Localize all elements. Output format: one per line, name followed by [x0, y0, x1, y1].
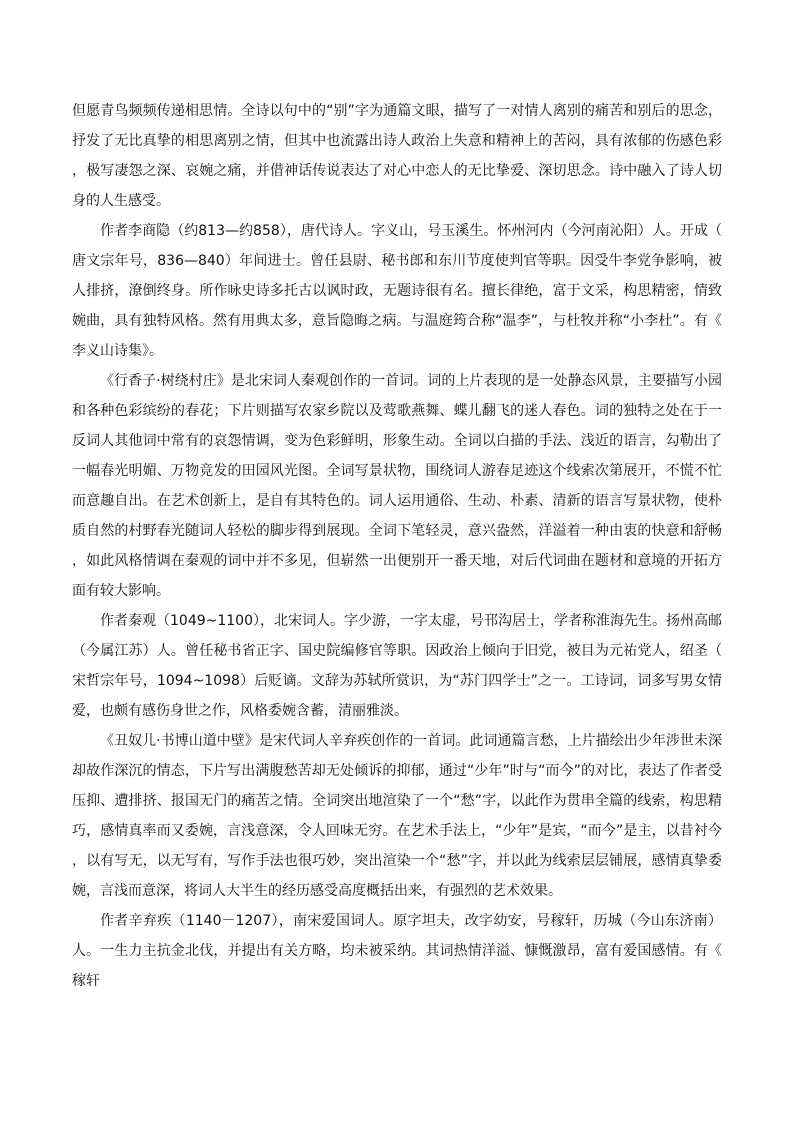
document-page	[72, 96, 722, 996]
paragraph-xin-qiji-bio: 作者辛弃疾（1140－1207），南宋爱国词人。原字坦夫，改字幼安，号稼轩，历城（今山东济南）人。一生力主抗金北伐，并提出有关方略，均未被采纳。其词热情洋溢、慷慨激昂，富有爱国感情。有《稼轩	[72, 913, 722, 989]
paragraph-qin-guan-bio: 作者秦观（1049~1100），北宋词人。字少游，一字太虚，号邗沟居士，学者称淮海先生。扬州高邮（今属江苏）人。曾任秘书省正字、国史院编修官等职。因政治上倾向于旧党，被目为元祐党人，绍圣（宋哲宗年号，1094~1098）后贬谪。文辞为苏轼所赏识，为“苏门四学士”之一。工诗词，词多写男女情爱，也颇有感伤身世之作，风格委婉含蓄，清丽雅淡。	[72, 613, 722, 719]
paragraph-qin-guan-poem: 《行香子·树绕村庄》是北宋词人秦观创作的一首词。词的上片表现的是一处静态风景，主要描写小园和各种色彩缤纷的春花；下片则描写农家乡院以及莺歌燕舞、蝶儿翻飞的迷人春色。词的独特之处在于一反词人其他词中常有的哀怨情调，变为色彩鲜明，形象生动。全词以白描的手法、浅近的语言，勾勒出了一幅春光明媚、万物竞发的田园风光图。全词写景状物，围绕词人游春足迹这个线索次第展开，不慌不忙而意趣自出。在艺术创新上，是自有其特色的。词人运用通俗、生动、朴素、清新的语言写景状物，使朴质自然的村野春光随词人轻松的脚步得到展现。全词下笔轻灵，意兴盎然，洋溢着一种由衷的快意和舒畅，如此风格情调在秦观的词中并不多见，但崭然一出便别开一番天地，对后代词曲在题材和意境的开拓方面有较大影响。	[72, 373, 722, 599]
paragraph-li-shangyin-bio: 作者李商隐（约813—约858），唐代诗人。字义山，号玉溪生。怀州河内（今河南沁阳）人。开成（唐文宗年号，836—840）年间进士。曾任县尉、秘书郎和东川节度使判官等职。因受牛李党争影响，被人排挤，潦倒终身。所作咏史诗多托古以讽时政，无题诗很有名。擅长律绝，富于文采，构思精密，情致婉曲，具有独特风格。然有用典太多，意旨隐晦之病。与温庭筠合称“温李”，与杜牧并称“小李杜”。有《李义山诗集》。	[72, 223, 722, 359]
paragraph-xin-qiji-poem: 《丑奴儿·书博山道中壁》是宋代词人辛弃疾创作的一首词。此词通篇言愁，上片描绘出少年涉世未深却故作深沉的情态，下片写出满腹愁苦却无处倾诉的抑郁，通过“少年”时与“而今”的对比，表达了作者受压抑、遭排挤、报国无门的痛苦之情。全词突出地渲染了一个“愁”字，以此作为贯串全篇的线索，构思精巧，感情真率而又委婉，言浅意深，令人回味无穷。在艺术手法上，“少年”是宾，“而今”是主，以昔衬今，以有写无，以无写有，写作手法也很巧妙，突出渲染一个“愁”字，并以此为线索层层铺展，感情真挚委婉，言浅而意深，将词人大半生的经历感受高度概括出来，有强烈的艺术效果。	[72, 733, 722, 899]
paragraph-li-shangyin-poem-continuation: 但愿青鸟频频传递相思情。全诗以句中的“别”字为通篇文眼，描写了一对情人离别的痛苦和别后的思念，抒发了无比真挚的相思离别之情，但其中也流露出诗人政治上失意和精神上的苦闷，具有浓郁的伤感色彩，极写凄怨之深、哀婉之痛，并借神话传说表达了对心中恋人的无比挚爱、深切思念。诗中融入了诗人切身的人生感受。	[72, 103, 722, 209]
